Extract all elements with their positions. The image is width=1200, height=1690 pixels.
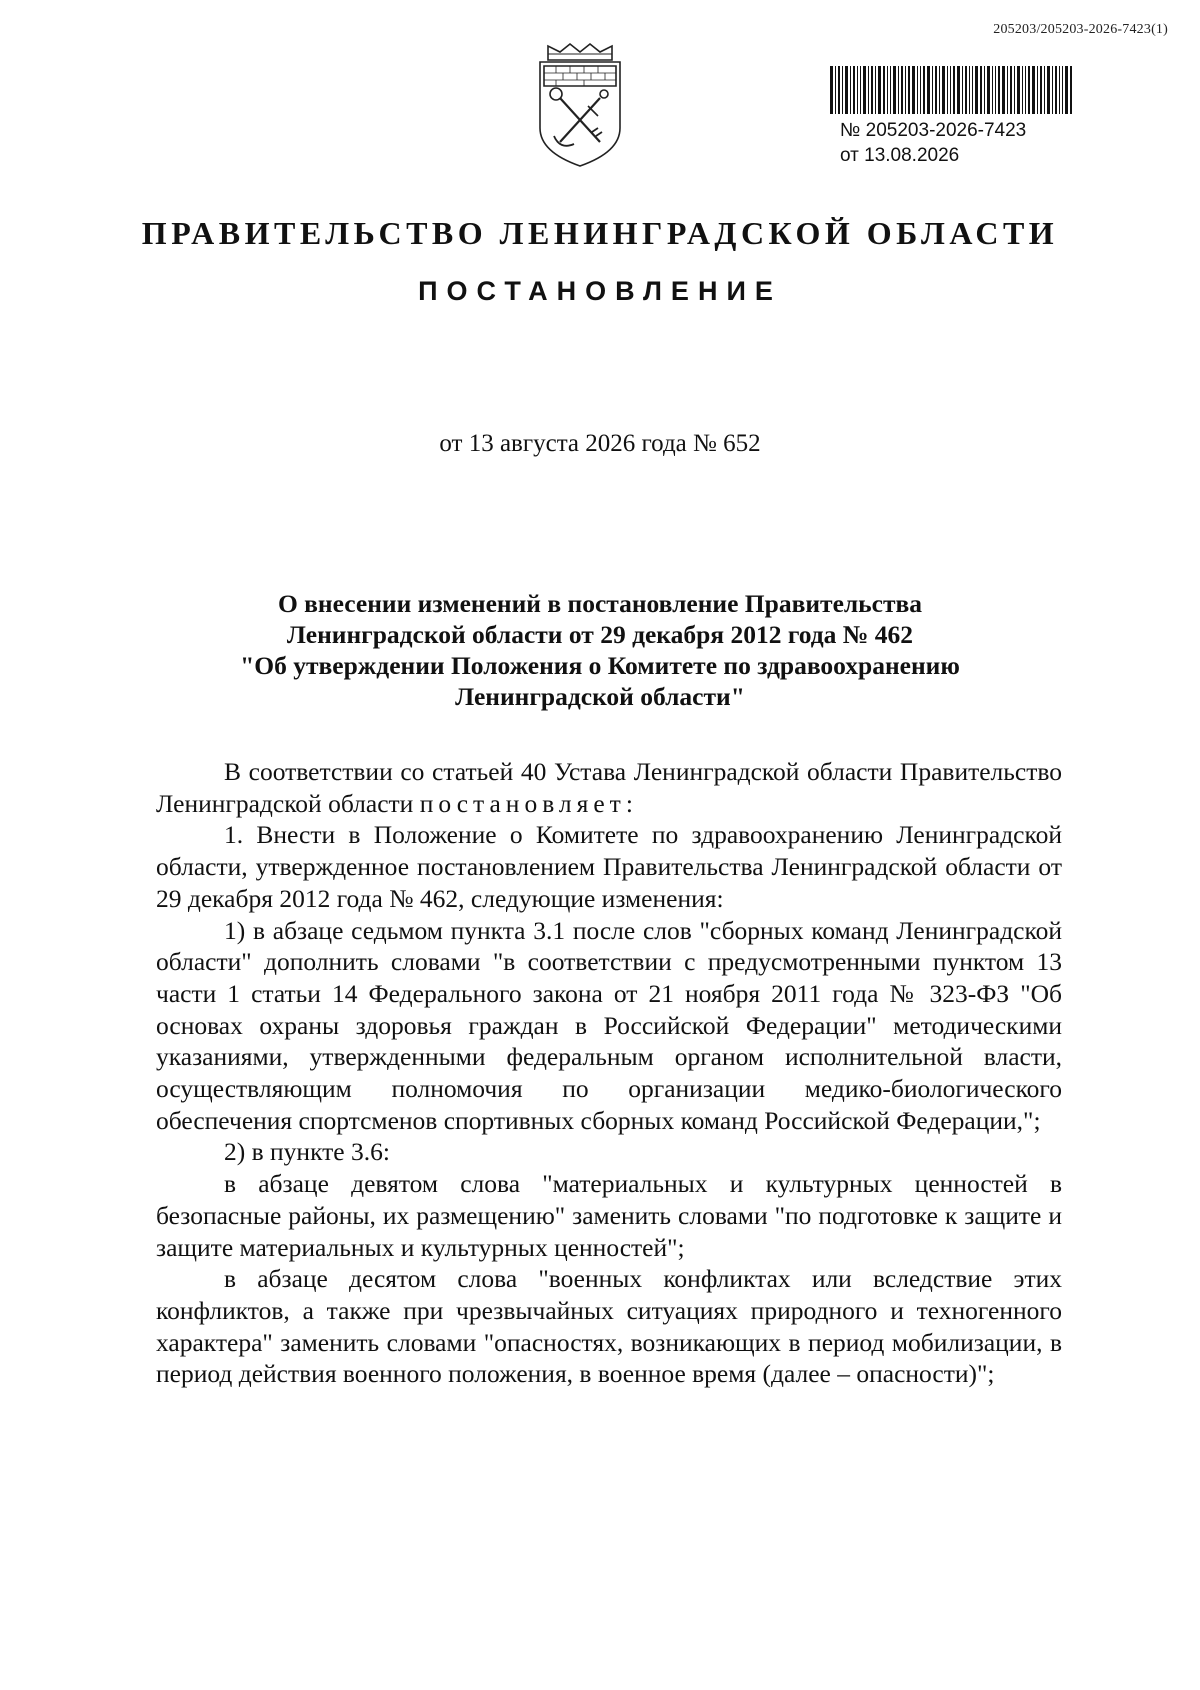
body-paragraph: в абзаце девятом слова "материальных и культурных ценностей в безопасные районы, их размещению" заменить словами "по подготовке к защите и защите материальных и культурных ценностей"; <box>156 1169 1062 1262</box>
subject-line: Ленинградской области" <box>455 682 745 711</box>
document-subject <box>180 588 1020 712</box>
body-paragraph: 2) в пункте 3.6: <box>224 1137 390 1167</box>
file-code: 205203/205203-2026-7423(1) <box>993 22 1168 37</box>
subject-line: О внесении изменений в постановление Правительства <box>277 589 923 618</box>
org-title: ПРАВИТЕЛЬСТВО ЛЕНИНГРАДСКОЙ ОБЛАСТИ <box>141 215 1059 251</box>
registration-block <box>840 118 1026 168</box>
document-body <box>156 756 1062 1390</box>
barcode-icon <box>830 66 1072 114</box>
document-date-number: от 13 августа 2026 года № 652 <box>439 430 761 457</box>
coat-of-arms-icon <box>530 40 630 172</box>
subject-line: Ленинградской области от 29 декабря 2012 года № 462 <box>286 620 914 649</box>
preamble-text: В соответствии со статьей 40 Устава Ленинградской области Правительство Ленинградской области <box>156 757 1062 818</box>
body-paragraph: 1) в абзаце седьмом пункта 3.1 после слов "сборных команд Ленинградской области" дополнить словами "в соответствии с предусмотренными пунктом 13 части 1 статьи 14 Федерального закона от 21 ноября 2011 года № 323-ФЗ "Об основах охраны здоровья граждан в Российской Федерации" методическими указаниями, утвержденными федеральным органом исполнительной власти, осуществляющим полномочия по организации медико-биологического обеспечения спортсменов спортивных сборных команд Российской Федерации,"; <box>156 915 1062 1135</box>
preamble-verb: постановляет: <box>419 788 638 818</box>
registration-number: № 205203-2026-7423 <box>840 120 1027 141</box>
preamble-paragraph <box>156 756 1062 819</box>
subject-line: "Об утверждении Положения о Комитете по здравоохранению <box>240 651 960 680</box>
body-paragraph: в абзаце десятом слова "военных конфликтах или вследствие этих конфликтов, а также при чрезвычайных ситуациях природного и техногенного характера" заменить словами "опасностях, возникающих в период мобилизации, в период действия военного положения, в военное время (далее – опасности)"; <box>156 1264 1062 1389</box>
registration-date: от 13.08.2026 <box>840 145 960 166</box>
body-paragraph: 1. Внести в Положение о Комитете по здравоохранению Ленинградской области, утвержденное постановлением Правительства Ленинградской области от 29 декабря 2012 года № 462, следующие изменения: <box>156 820 1062 913</box>
doc-type-heading: ПОСТАНОВЛЕНИЕ <box>418 276 782 306</box>
